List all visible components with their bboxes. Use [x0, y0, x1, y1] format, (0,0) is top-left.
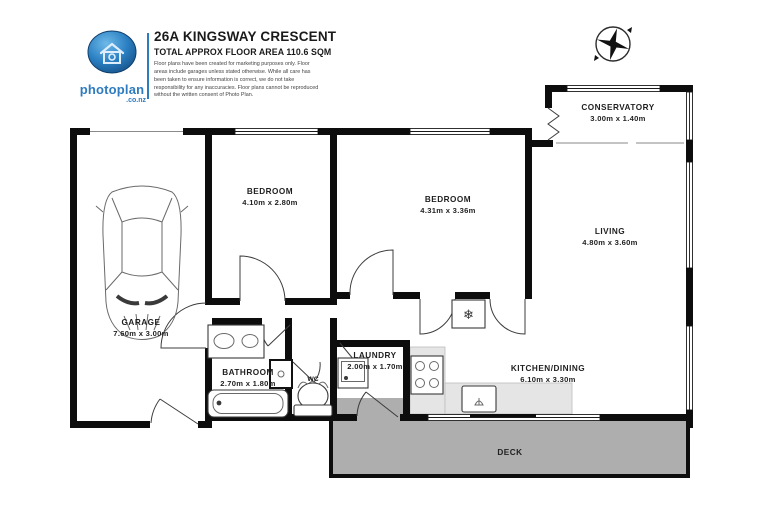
room-label-garage: [113, 318, 168, 338]
svg-text:GARAGE: GARAGE: [121, 318, 161, 327]
bathtub-icon: [208, 390, 288, 417]
svg-text:CONSERVATORY: CONSERVATORY: [581, 103, 655, 112]
room-label-living: [582, 227, 637, 247]
deck-label: DECK: [497, 448, 523, 457]
room-label-bedroom1: [242, 187, 297, 207]
svg-text:4.10m x 2.80m: 4.10m x 2.80m: [242, 198, 298, 207]
compass-icon: [594, 27, 632, 61]
svg-text:4.80m x 3.60m: 4.80m x 3.60m: [582, 238, 638, 247]
kitchen-sink-icon: [462, 386, 496, 412]
room-label-conservatory: [581, 103, 654, 123]
page-title: 26A KINGSWAY CRESCENT: [154, 29, 337, 44]
svg-text:BATHROOM: BATHROOM: [222, 368, 274, 377]
snowflake-icon: ❄: [463, 307, 474, 322]
svg-text:6.10m x 3.30m: 6.10m x 3.30m: [520, 375, 576, 384]
svg-text:KITCHEN/DINING: KITCHEN/DINING: [510, 364, 586, 373]
svg-text:4.31m x 3.36m: 4.31m x 3.36m: [420, 206, 476, 215]
svg-text:3.00m x 1.40m: 3.00m x 1.40m: [590, 114, 646, 123]
svg-text:BEDROOM: BEDROOM: [424, 195, 472, 204]
room-label-kitchen: [511, 364, 585, 384]
floor-area-subtitle: TOTAL APPROX FLOOR AREA 110.6 SQM: [154, 47, 332, 58]
svg-text:LIVING: LIVING: [594, 227, 626, 236]
disclaimer-text: Floor plans have been created for marketing purposes only. Floor areas include garages unless stated otherwise. While all care has been taken to ensure information is correct, we do not take responsibility for any inaccuracies. Floor plans cannot be reproduced without the written consent of Photo Plan.: [154, 61, 319, 99]
vanity-sink-icon: [208, 325, 264, 358]
svg-text:2.00m x 1.70m: 2.00m x 1.70m: [347, 362, 403, 371]
svg-text:BEDROOM: BEDROOM: [246, 187, 294, 196]
stove-icon: [411, 356, 443, 394]
svg-text:LAUNDRY: LAUNDRY: [353, 351, 397, 360]
logo-wordmark: photoplan: [79, 82, 145, 97]
toilet-icon: [294, 382, 332, 417]
room-label-bathroom: [220, 368, 275, 388]
svg-text:2.70m x 1.80m: 2.70m x 1.80m: [220, 379, 276, 388]
logo-domain: .co.nz: [126, 97, 146, 104]
svg-text:7.60m x 3.00m: 7.60m x 3.00m: [113, 329, 169, 338]
fridge-icon: [452, 300, 485, 328]
room-label-bedroom2: [420, 195, 475, 215]
walls: [70, 85, 693, 428]
room-label-wc: WC: [307, 376, 319, 383]
